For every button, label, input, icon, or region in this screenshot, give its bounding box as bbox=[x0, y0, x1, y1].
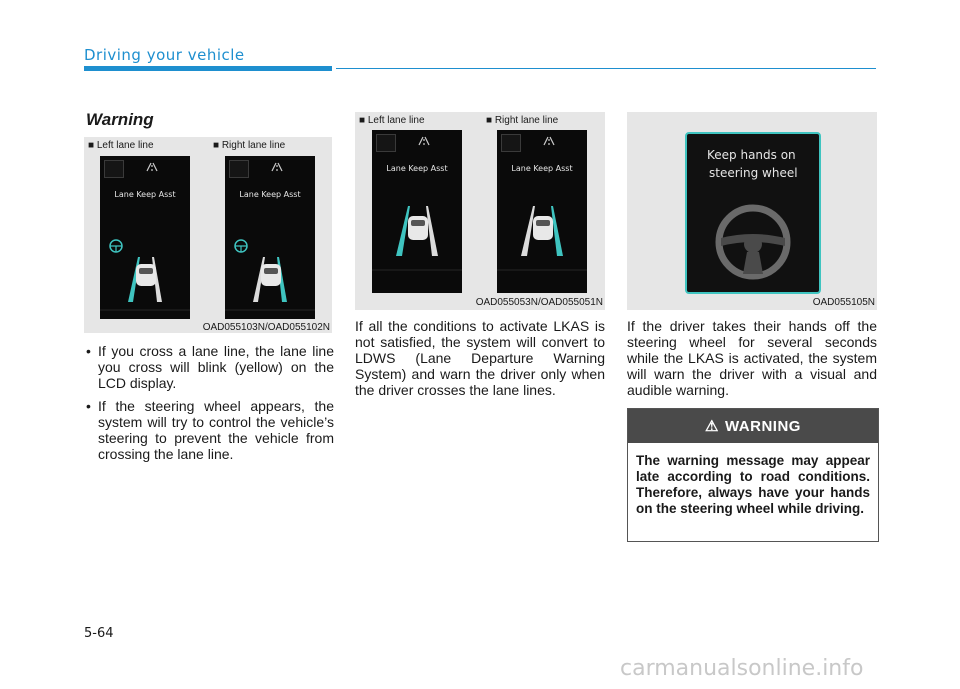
display-message-line2: steering wheel bbox=[709, 166, 798, 180]
car-icon bbox=[136, 264, 156, 286]
header-rule-thin bbox=[336, 68, 876, 69]
figure3-code: OAD055105N bbox=[812, 297, 875, 308]
lane-indicator-icon bbox=[418, 136, 430, 146]
display-message-line1: Keep hands on bbox=[707, 148, 796, 162]
lane-car-view bbox=[225, 202, 315, 319]
car-icon bbox=[261, 264, 281, 286]
steering-wheel-icon bbox=[713, 202, 793, 282]
header-rule-thick bbox=[84, 66, 332, 71]
list-item: • If you cross a lane line, the lane line you cross will blink (yellow) on the LCD display. bbox=[86, 343, 334, 391]
car-icon bbox=[408, 216, 428, 240]
left-lane-line bbox=[396, 206, 410, 256]
screen-text: Lane Keep Asst bbox=[239, 190, 301, 199]
lane-car-view bbox=[372, 176, 462, 293]
watermark: carmanualsonline.info bbox=[620, 656, 864, 681]
warning-triangle-icon: ⚠ bbox=[705, 418, 719, 435]
figure-lane-cross-steering bbox=[84, 137, 332, 333]
warning-box bbox=[627, 408, 879, 542]
figure1-label-right: ■ Right lane line bbox=[213, 140, 286, 151]
cluster-screen-left-2 bbox=[372, 130, 462, 293]
screen-text: Lane Keep Asst bbox=[511, 164, 573, 173]
figure-keep-hands bbox=[627, 112, 877, 310]
screen-text: Lane Keep Asst bbox=[114, 190, 176, 199]
warning-display bbox=[685, 132, 821, 294]
ldws-paragraph: If all the conditions to activate LKAS is not satisfied, the system will convert to LDWS (Lane Departure Warning System) and warn the driver only when the driver crosses the lane lines. bbox=[355, 318, 605, 398]
warning-box-text: The warning message may appear late according to road conditions. Therefore, always have your hands on the steering wheel while driving. bbox=[636, 453, 870, 516]
warning-box-title: WARNING bbox=[724, 417, 801, 435]
lane-car-view bbox=[497, 176, 587, 293]
lane-indicator-icon bbox=[146, 162, 158, 172]
figure-ldws bbox=[355, 112, 605, 310]
figure1-code: OAD055103N/OAD055102N bbox=[202, 322, 330, 333]
lane-indicator-icon bbox=[543, 136, 555, 146]
figure2-code: OAD055053N/OAD055051N bbox=[475, 297, 603, 308]
section-title: Driving your vehicle bbox=[84, 46, 245, 64]
lane-indicator-icon bbox=[271, 162, 283, 172]
lane-car-view bbox=[100, 202, 190, 319]
figure2-label-left: ■ Left lane line bbox=[359, 115, 425, 126]
cluster-screen-right-1 bbox=[225, 156, 315, 319]
figure1-label-left: ■ Left lane line bbox=[88, 140, 154, 151]
cluster-screen-right-2 bbox=[497, 130, 587, 293]
warning-box-header bbox=[628, 409, 878, 443]
page-number: 5-64 bbox=[84, 626, 114, 641]
screen-text: Lane Keep Asst bbox=[386, 164, 448, 173]
warning-heading: Warning bbox=[86, 110, 154, 129]
cluster-screen-left-1 bbox=[100, 156, 190, 319]
list-item: • If the steering wheel appears, the system will try to control the vehicle’s steering to prevent the vehicle from crossing the lane line. bbox=[86, 398, 334, 462]
hands-off-paragraph: If the driver takes their hands off the steering wheel for several seconds while the LKAS is activated, the system will warn the driver with a visual and audible warning. bbox=[627, 318, 877, 398]
car-icon bbox=[533, 216, 553, 240]
left-lane-line bbox=[521, 206, 535, 256]
figure2-label-right: ■ Right lane line bbox=[486, 115, 559, 126]
bullet-list bbox=[84, 343, 334, 469]
